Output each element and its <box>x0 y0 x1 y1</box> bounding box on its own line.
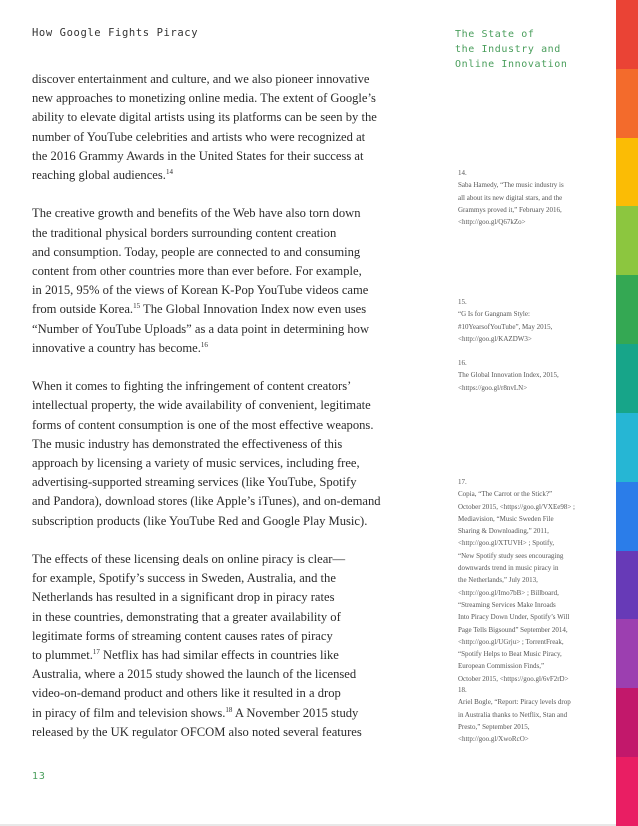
footnote-15 <box>458 296 598 345</box>
text-line: for example, Spotify’s success in Sweden, Australia, and the <box>32 571 336 586</box>
footnote-17 <box>458 476 598 685</box>
text-segment: in piracy of film and television shows. <box>32 705 226 720</box>
footnote-line: <http://goo.gl/Imo7bB> ; Billboard, <box>458 588 559 597</box>
text-line: discover entertainment and culture, and we also pioneer innovative <box>32 72 370 86</box>
footnote-line: Ariel Bogle, “Report: Piracy levels drop <box>458 698 571 707</box>
footnote-line: all about its new digital stars, and the <box>458 193 563 202</box>
footnote-line: #10YearsofYouTube”, May 2015, <box>458 322 553 331</box>
color-stripe-segment <box>616 757 638 826</box>
footnote-line: <http://goo.gl/XwoRcO> <box>458 735 529 744</box>
text-line: video-on-demand product and others like it resulted in a drop <box>32 686 341 701</box>
footnote-number: 16. <box>458 359 467 367</box>
color-stripe-segment <box>616 275 638 344</box>
text-line: the 2016 Grammy Awards in the United States for their success at <box>32 148 364 163</box>
color-stripe-segment <box>616 344 638 413</box>
color-stripe-segment <box>616 69 638 138</box>
footnote-line: Sharing & Downloading,” 2011, <box>458 527 549 536</box>
text-line: released by the UK regulator OFCOM also noted several features <box>32 724 362 739</box>
footnote-line: <https://goo.gl/r8nvLN> <box>458 383 528 392</box>
text-line <box>32 166 412 185</box>
footnote-line: Presto,” September 2015, <box>458 722 530 731</box>
text-line: content from other countries more than ever before. For example, <box>32 264 362 279</box>
footnote-number: 18. <box>458 686 467 694</box>
color-stripe <box>616 0 638 826</box>
text-line <box>32 646 412 665</box>
text-line: “Number of YouTube Uploads” as a data point in determining how <box>32 321 370 336</box>
text-segment: Netflix has had similar effects in countries like <box>99 648 339 663</box>
footnote-line: “Spotify Helps to Beat Music Piracy, <box>458 650 562 659</box>
footnote-line: the Netherlands,” July 2013, <box>458 576 538 585</box>
text-line: When it comes to fighting the infringement of content creators’ <box>32 379 352 394</box>
footnote-line: <http://goo.gl/KAZDW3> <box>458 334 532 343</box>
text-line: subscription products (like YouTube Red and Google Play Music). <box>32 513 368 528</box>
text-line: The creative growth and benefits of the Web have also torn down <box>32 206 361 221</box>
footnote-line: “New Spotify study sees encouraging <box>458 551 564 560</box>
color-stripe-segment <box>616 551 638 620</box>
footnote-line: European Commission Finds,” <box>458 662 545 671</box>
footnote-16 <box>458 357 598 394</box>
text-line: the traditional physical borders surrounding content creation <box>32 225 337 240</box>
text-line: The effects of these licensing deals on online piracy is clear— <box>32 552 346 567</box>
text-segment: reaching global audiences. <box>32 168 166 183</box>
text-line: Netherlands has resulted in a significant drop in piracy rates <box>32 590 335 605</box>
text-line: forms of content consumption is one of the most effective weapons. <box>32 417 374 432</box>
footnote-14 <box>458 167 598 228</box>
text-line: approach by licensing a variety of music services, including free, <box>32 456 360 471</box>
footnote-line: <http://goo.gl/Q67kZo> <box>458 218 526 227</box>
text-line: and Pandora), download stores (like Apple’s iTunes), and on-demand <box>32 494 381 509</box>
text-line <box>32 300 412 319</box>
text-line: ability to elevate digital artists using its platforms can be seen by the <box>32 110 377 125</box>
footnote-line: October 2015, <https://goo.gl/VXEe98> ; <box>458 502 575 511</box>
text-line: in 2015, 95% of the views of Korean K-Pop YouTube videos came <box>32 283 369 298</box>
footnote-ref: 14 <box>165 167 173 176</box>
footnote-line: <http://goo.gl/XTUVH> ; Spotify, <box>458 539 555 548</box>
paragraph-2 <box>32 204 412 358</box>
text-segment: to plummet. <box>32 648 93 663</box>
text-line: new approaches to monetizing online media. The extent of Google’s <box>32 91 376 106</box>
text-line: Australia, where a 2015 study showed the launch of the licensed <box>32 667 357 682</box>
footnote-line: “Streaming Services Make Inroads <box>458 600 556 609</box>
footnote-line: Saba Hamedy, “The music industry is <box>458 181 564 190</box>
section-title-line: The State of <box>455 29 535 40</box>
footnote-line: “G Is for Gangnam Style: <box>458 310 530 319</box>
color-stripe-segment <box>616 138 638 207</box>
body-text <box>32 70 412 742</box>
text-line: in these countries, demonstrating that a greater availability of <box>32 609 341 624</box>
text-segment: The Global Innovation Index now even uses <box>140 302 367 317</box>
section-title-line: the Industry and <box>455 44 561 55</box>
footnote-line: <http://goo.gl/UGrju> ; TorrentFreak, <box>458 637 564 646</box>
footnote-line: Into Piracy Down Under, Spotify’s Will <box>458 613 570 622</box>
color-stripe-segment <box>616 206 638 275</box>
color-stripe-segment <box>616 482 638 551</box>
paragraph-4 <box>32 550 412 742</box>
footnote-line: October 2015, <https://goo.gl/6vF2rD> <box>458 674 569 683</box>
text-segment: from outside Korea. <box>32 302 134 317</box>
page-number: 13 <box>32 771 46 782</box>
footnote-ref: 15 <box>133 302 141 311</box>
section-title <box>455 27 568 72</box>
footnote-ref: 18 <box>225 705 233 714</box>
footnote-line: in Australia thanks to Netflix, Stan and <box>458 710 568 719</box>
text-line: and consumption. Today, people are connected to and consuming <box>32 244 361 259</box>
footnote-line: Mediavision, “Music Sweden File <box>458 514 554 523</box>
text-line: legitimate forms of streaming content causes rates of piracy <box>32 628 333 643</box>
footnote-line: downwards trend in music piracy in <box>458 564 559 573</box>
footnote-18 <box>458 684 598 745</box>
footnote-number: 17. <box>458 478 467 486</box>
text-line <box>32 704 412 723</box>
text-line <box>32 339 412 358</box>
footnote-ref: 16 <box>200 340 208 349</box>
text-segment: A November 2015 study <box>232 705 359 720</box>
footnote-number: 14. <box>458 169 467 177</box>
text-line: The music industry has demonstrated the effectiveness of this <box>32 436 343 451</box>
paragraph-3 <box>32 377 412 531</box>
paragraph-1 <box>32 70 412 185</box>
color-stripe-segment <box>616 619 638 688</box>
text-line: number of YouTube celebrities and artists who were recognized at <box>32 129 366 144</box>
document-title: How Google Fights Piracy <box>32 27 199 39</box>
text-line: intellectual property, the wide availability of convenient, legitimate <box>32 398 371 413</box>
footnote-line: Page Tells Bigsound” September 2014, <box>458 625 568 634</box>
footnote-line: Grammys proved it,” February 2016, <box>458 205 562 214</box>
footnote-line: The Global Innovation Index, 2015, <box>458 371 559 380</box>
color-stripe-segment <box>616 413 638 482</box>
footnote-number: 15. <box>458 298 467 306</box>
footnote-ref: 17 <box>92 647 100 656</box>
color-stripe-segment <box>616 0 638 69</box>
footnote-line: Copia, “The Carrot or the Stick?” <box>458 490 553 499</box>
section-title-line: Online Innovation <box>455 59 568 70</box>
color-stripe-segment <box>616 688 638 757</box>
text-line: advertising-supported streaming services (like YouTube, Spotify <box>32 475 357 490</box>
text-segment: innovative a country has become. <box>32 340 201 355</box>
